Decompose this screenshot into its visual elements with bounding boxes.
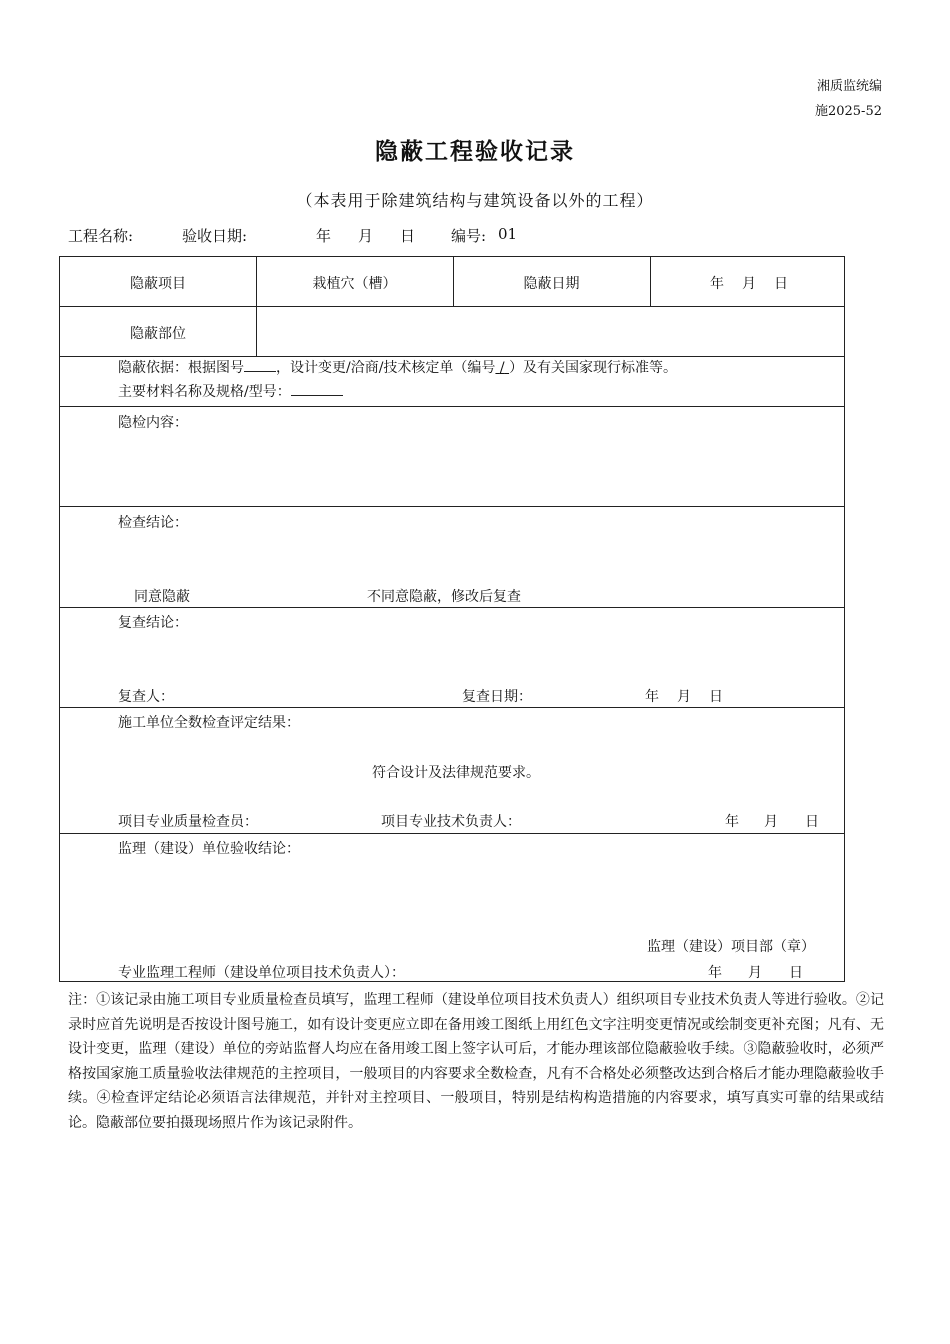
materials-label: 主要材料名称及规格/型号： <box>118 384 291 400</box>
acceptance-table <box>59 256 845 982</box>
rechecker-label: 复查人： <box>118 689 174 705</box>
supervision-day: 日 <box>789 965 803 981</box>
basis-number-value: / <box>499 360 505 376</box>
basis-suffix: ）及有关国家现行标准等。 <box>509 360 678 376</box>
meta-month: 月 <box>358 227 374 245</box>
number-value: 01 <box>498 225 518 243</box>
col-divider <box>256 257 257 356</box>
meta-year: 年 <box>316 227 332 245</box>
materials-blank <box>291 381 343 396</box>
contractor-month: 月 <box>764 814 778 830</box>
recheck-conclusion-label: 复查结论： <box>118 615 188 631</box>
recheck-month: 月 <box>677 689 691 705</box>
row-divider <box>60 707 844 708</box>
supervision-dept-label: 监理（建设）项目部（章） <box>647 939 815 955</box>
quality-inspector-label: 项目专业质量检查员： <box>118 814 258 830</box>
row-divider <box>60 607 844 608</box>
doc-code-line1: 湘质监统编 <box>816 79 882 94</box>
number-label: 编号: <box>451 227 487 245</box>
supervision-engineer-label: 专业监理工程师（建设单位项目技术负责人）： <box>118 965 405 981</box>
supervision-conclusion-label: 监理（建设）单位验收结论： <box>118 841 300 857</box>
check-conclusion-label: 检查结论： <box>118 515 188 531</box>
contractor-year: 年 <box>725 814 739 830</box>
row-divider <box>60 406 844 407</box>
doc-code-line2: 施2025-52 <box>814 104 882 119</box>
row-divider <box>60 506 844 507</box>
basis-prefix: 隐蔽依据：根据图号 <box>118 360 244 376</box>
meta-day: 日 <box>400 227 416 245</box>
disagree-label: 不同意隐蔽，修改后复查 <box>367 589 521 605</box>
agree-label: 同意隐蔽 <box>134 589 190 605</box>
page-title: 隐蔽工程验收记录 <box>375 138 575 165</box>
supervision-month: 月 <box>748 965 762 981</box>
recheck-year: 年 <box>645 689 659 705</box>
recheck-date-label: 复查日期： <box>462 689 532 705</box>
contractor-result-value: 符合设计及法律规范要求。 <box>372 765 540 781</box>
drawing-number-blank <box>244 357 276 372</box>
row-divider <box>60 306 844 307</box>
acceptance-date-label: 验收日期: <box>182 227 248 245</box>
contractor-day: 日 <box>805 814 819 830</box>
hidden-item-value: 栽植穴（槽） <box>312 276 397 292</box>
basis-number <box>495 360 509 376</box>
hidden-date-day: 日 <box>774 276 788 292</box>
materials-line <box>118 381 343 401</box>
inspection-content-label: 隐检内容： <box>118 415 188 431</box>
hidden-date-year: 年 <box>710 276 724 292</box>
hidden-date-month: 月 <box>742 276 756 292</box>
supervision-year: 年 <box>708 965 722 981</box>
basis-middle: ，设计变更/洽商/技术核定单（编号 <box>276 360 496 376</box>
hidden-date-label: 隐蔽日期 <box>523 276 580 292</box>
row-divider <box>60 833 844 834</box>
tech-lead-label: 项目专业技术负责人： <box>381 814 521 830</box>
page-subtitle: （本表用于除建筑结构与建筑设备以外的工程） <box>296 191 654 210</box>
project-name-label: 工程名称: <box>68 227 134 245</box>
hidden-item-label: 隐蔽项目 <box>130 276 186 292</box>
col-divider <box>650 257 651 306</box>
hidden-location-label: 隐蔽部位 <box>130 326 186 342</box>
contractor-result-label: 施工单位全数检查评定结果： <box>118 715 300 731</box>
basis-line <box>118 357 677 377</box>
footnotes: 注：①该记录由施工项目专业质量检查员填写，监理工程师（建设单位项目技术负责人）组织项目专业技术负责人等进行验收。②记录时应首先说明是否按设计图号施工，如有设计变更应立即在备用竣工图纸上用红色文字注明变更情况或绘制变更补充图；凡有、无设计变更，监理（建设）单位的旁站监督人均应在备用竣工图上签字认可后，才能办理该部位隐蔽验收手续。③隐蔽验收时，必须严格按国家施工质量验收法律规范的主控项目，一般项目的内容要求全数检查，凡有不合格处必须整改达到合格后才能办理隐蔽验收手续。④检查评定结论必须语言法律规范，并针对主控项目、一般项目，特别是结构构造措施的内容要求，填写真实可靠的结果或结论。隐蔽部位要拍摄现场照片作为该记录附件。 <box>68 992 884 1131</box>
recheck-day: 日 <box>709 689 723 705</box>
